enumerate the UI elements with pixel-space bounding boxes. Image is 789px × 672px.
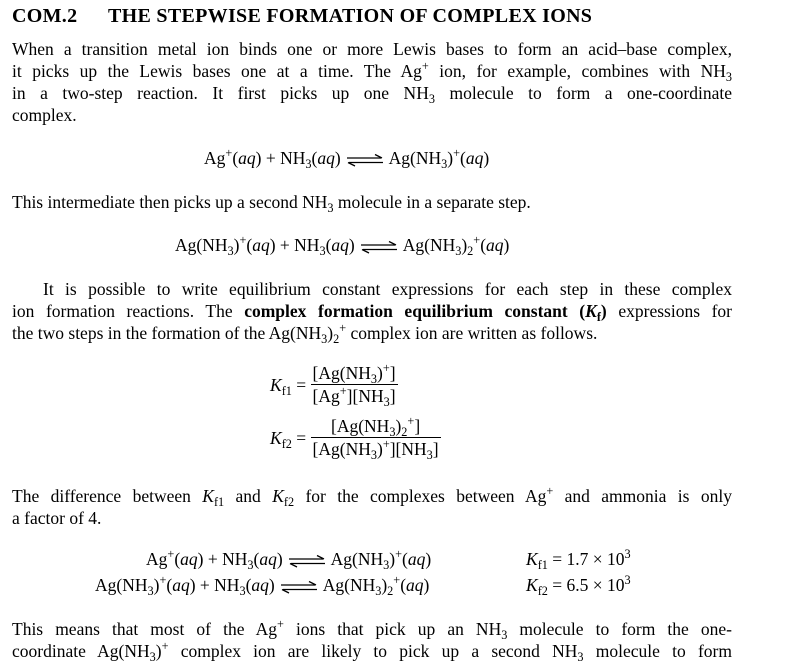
difference-paragraph: The difference between $K_{f1}$ and $K_{f2}$ for the complexes between Ag+ and ammonia is only a factor of 4. (12, 484, 732, 528)
equilibrium-arrow-icon (359, 240, 399, 254)
constants-paragraph: It is possible to write equilibrium constant expressions for each step in these complex ion formation reactions. The complex formation equilibrium constant $(K_f)$ expressions for the two steps in the formation of the $Ag(NH_3)_2^+$ complex ion are written as follows. (12, 279, 732, 347)
intro-line-1: When a transition metal ion binds one or more Lewis bases to form an acid–base complex, (12, 39, 732, 59)
equilibrium-arrow-icon (345, 153, 385, 167)
equilibrium-arrow-icon (279, 580, 319, 594)
equation-step-1-with-constant: $Ag^+(aq) + NH_3(aq)$ $Ag(NH_3)^+(aq)$ (146, 547, 432, 573)
equation-step-2: $Ag(NH_3)^+(aq) + NH_3(aq)$ $Ag(NH_3)_2^+(aq)$ (175, 233, 510, 259)
kf1-expression: $K_{f1}$ = $\frac{[Ag(NH_3)^+]}{[Ag^+][NH_3]}$ (270, 361, 396, 410)
section-title: THE STEPWISE FORMATION OF COMPLEX IONS (108, 5, 593, 27)
kf2-value: $K_{f2} = 6.5 \times 10^3$ (526, 573, 631, 599)
kf2-expression: $K_{f2}$ = $\frac{[Ag(NH_3)_2^+]}{[Ag(NH_3)^+][NH_3]}$ (270, 414, 439, 463)
section-number: COM.2 (12, 5, 78, 27)
conclusion-paragraph: This means that most of the Ag+ ions that pick up an $NH_3$ molecule to form the one- coordinate $Ag(NH_3)^+$ complex ion are likely to pick up a second $NH_3$ molecule to form (12, 617, 732, 665)
kf1-value: $K_{f1} = 1.7 \times 10^3$ (526, 547, 631, 573)
equilibrium-arrow-icon (287, 554, 327, 568)
intro-paragraph (12, 38, 732, 126)
intro-line-4: complex. (12, 105, 77, 125)
section-heading (12, 5, 592, 28)
intro-line-2: it picks up the Lewis bases one at a time. The Ag+ ion, for example, combines with $NH_3$ (12, 59, 732, 85)
equation-step-1: $Ag^+(aq) + NH_3(aq)$ $Ag(NH_3)^+(aq)$ (204, 146, 490, 172)
intermediate-paragraph: This intermediate then picks up a second $NH_3$ molecule in a separate step. (12, 192, 531, 216)
intro-line-3: in a two-step reaction. It first picks up one $NH_3$ molecule to form a one-coordinate (12, 83, 733, 107)
equation-step-2-with-constant: $Ag(NH_3)^+(aq) + NH_3(aq)$ $Ag(NH_3)_2^+(aq)$ (95, 573, 430, 599)
